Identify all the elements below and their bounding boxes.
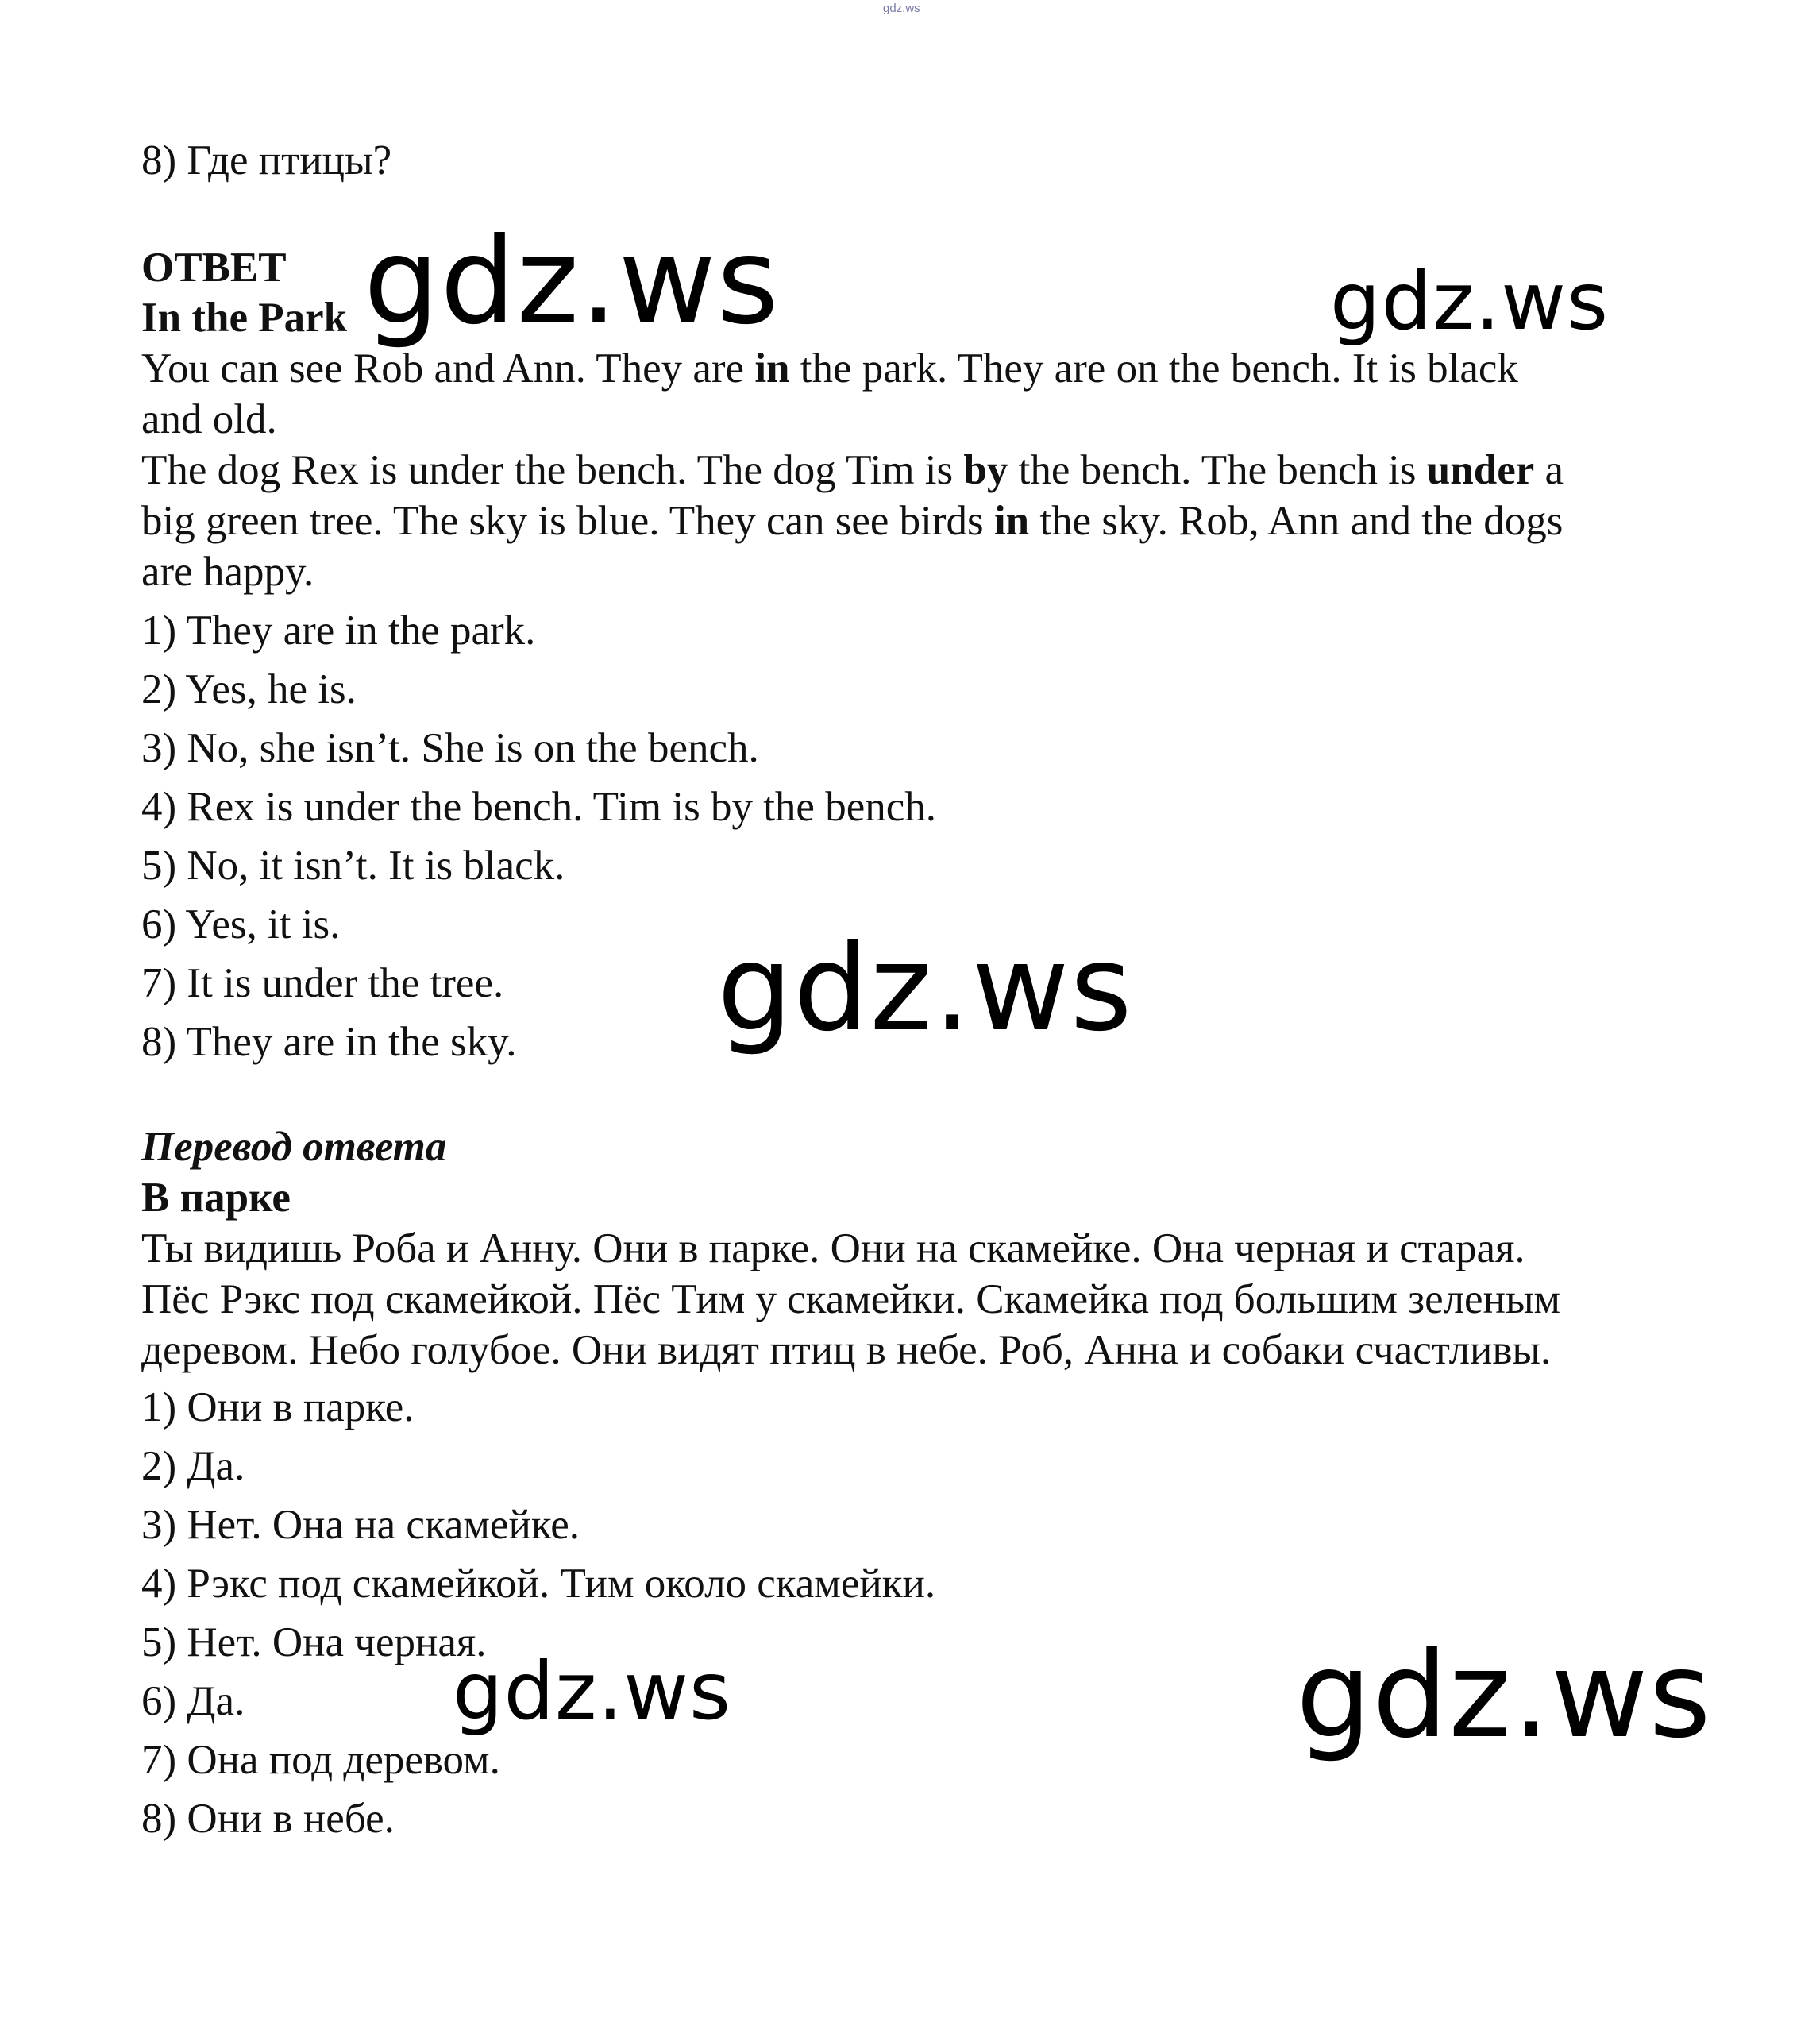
answer-item: 3) No, she isn’t. She is on the bench. [141, 725, 759, 771]
watermark: gdz.ws [717, 920, 1133, 1058]
story-line-1: You can see Rob and Ann. They are in the park. They are on the bench. It is black [141, 345, 1518, 392]
story-line-3: The dog Rex is under the bench. The dog Tim is by the bench. The bench is under a [141, 447, 1564, 493]
translation-title: В парке [141, 1175, 291, 1221]
answer-item: 8) They are in the sky. [141, 1019, 517, 1065]
translation-line: Ты видишь Роба и Анну. Они в парке. Они на скамейке. Она черная и старая. [141, 1225, 1525, 1271]
question-line: 8) Где птицы? [141, 137, 392, 183]
watermark: gdz.ws [364, 213, 780, 351]
story-line-4: big green tree. The sky is blue. They can see birds in the sky. Rob, Ann and the dogs [141, 498, 1564, 544]
translation-answer-item: 4) Рэкс под скамейкой. Тим около скамейки. [141, 1561, 936, 1607]
translation-answer-item: 7) Она под деревом. [141, 1737, 500, 1783]
watermark: gdz.ws [453, 1645, 732, 1738]
answer-item: 4) Rex is under the bench. Tim is by the bench. [141, 784, 936, 830]
answer-item: 2) Yes, he is. [141, 666, 357, 712]
answer-item: 5) No, it isn’t. It is black. [141, 843, 565, 889]
watermark: gdz.ws [1330, 255, 1610, 348]
translation-answer-item: 1) Они в парке. [141, 1384, 415, 1430]
header-watermark: gdz.ws [883, 2, 920, 15]
translation-answer-item: 6) Да. [141, 1678, 245, 1724]
translation-answer-item: 2) Да. [141, 1443, 245, 1489]
story-line-5: are happy. [141, 549, 314, 595]
watermark: gdz.ws [1296, 1626, 1712, 1765]
story-line-2: and old. [141, 396, 277, 442]
translation-heading: Перевод ответа [141, 1124, 447, 1170]
translation-line: деревом. Небо голубое. Они видят птиц в небе. Роб, Анна и собаки счастливы. [141, 1327, 1552, 1373]
answer-item: 6) Yes, it is. [141, 901, 341, 947]
answer-heading: ОТВЕТ [141, 245, 287, 291]
answer-item: 7) It is under the tree. [141, 960, 504, 1006]
answer-item: 1) They are in the park. [141, 608, 536, 654]
story-title: In the Park [141, 295, 348, 341]
translation-paragraph [141, 1223, 1690, 1376]
translation-answer-item: 8) Они в небе. [141, 1796, 395, 1842]
translation-line: Пёс Рэкс под скамейкой. Пёс Тим у скамейки. Скамейка под большим зеленым [141, 1276, 1561, 1322]
translation-answer-item: 3) Нет. Она на скамейке. [141, 1502, 580, 1548]
story-paragraph [141, 343, 1690, 597]
translation-answer-item: 5) Нет. Она черная. [141, 1619, 487, 1665]
